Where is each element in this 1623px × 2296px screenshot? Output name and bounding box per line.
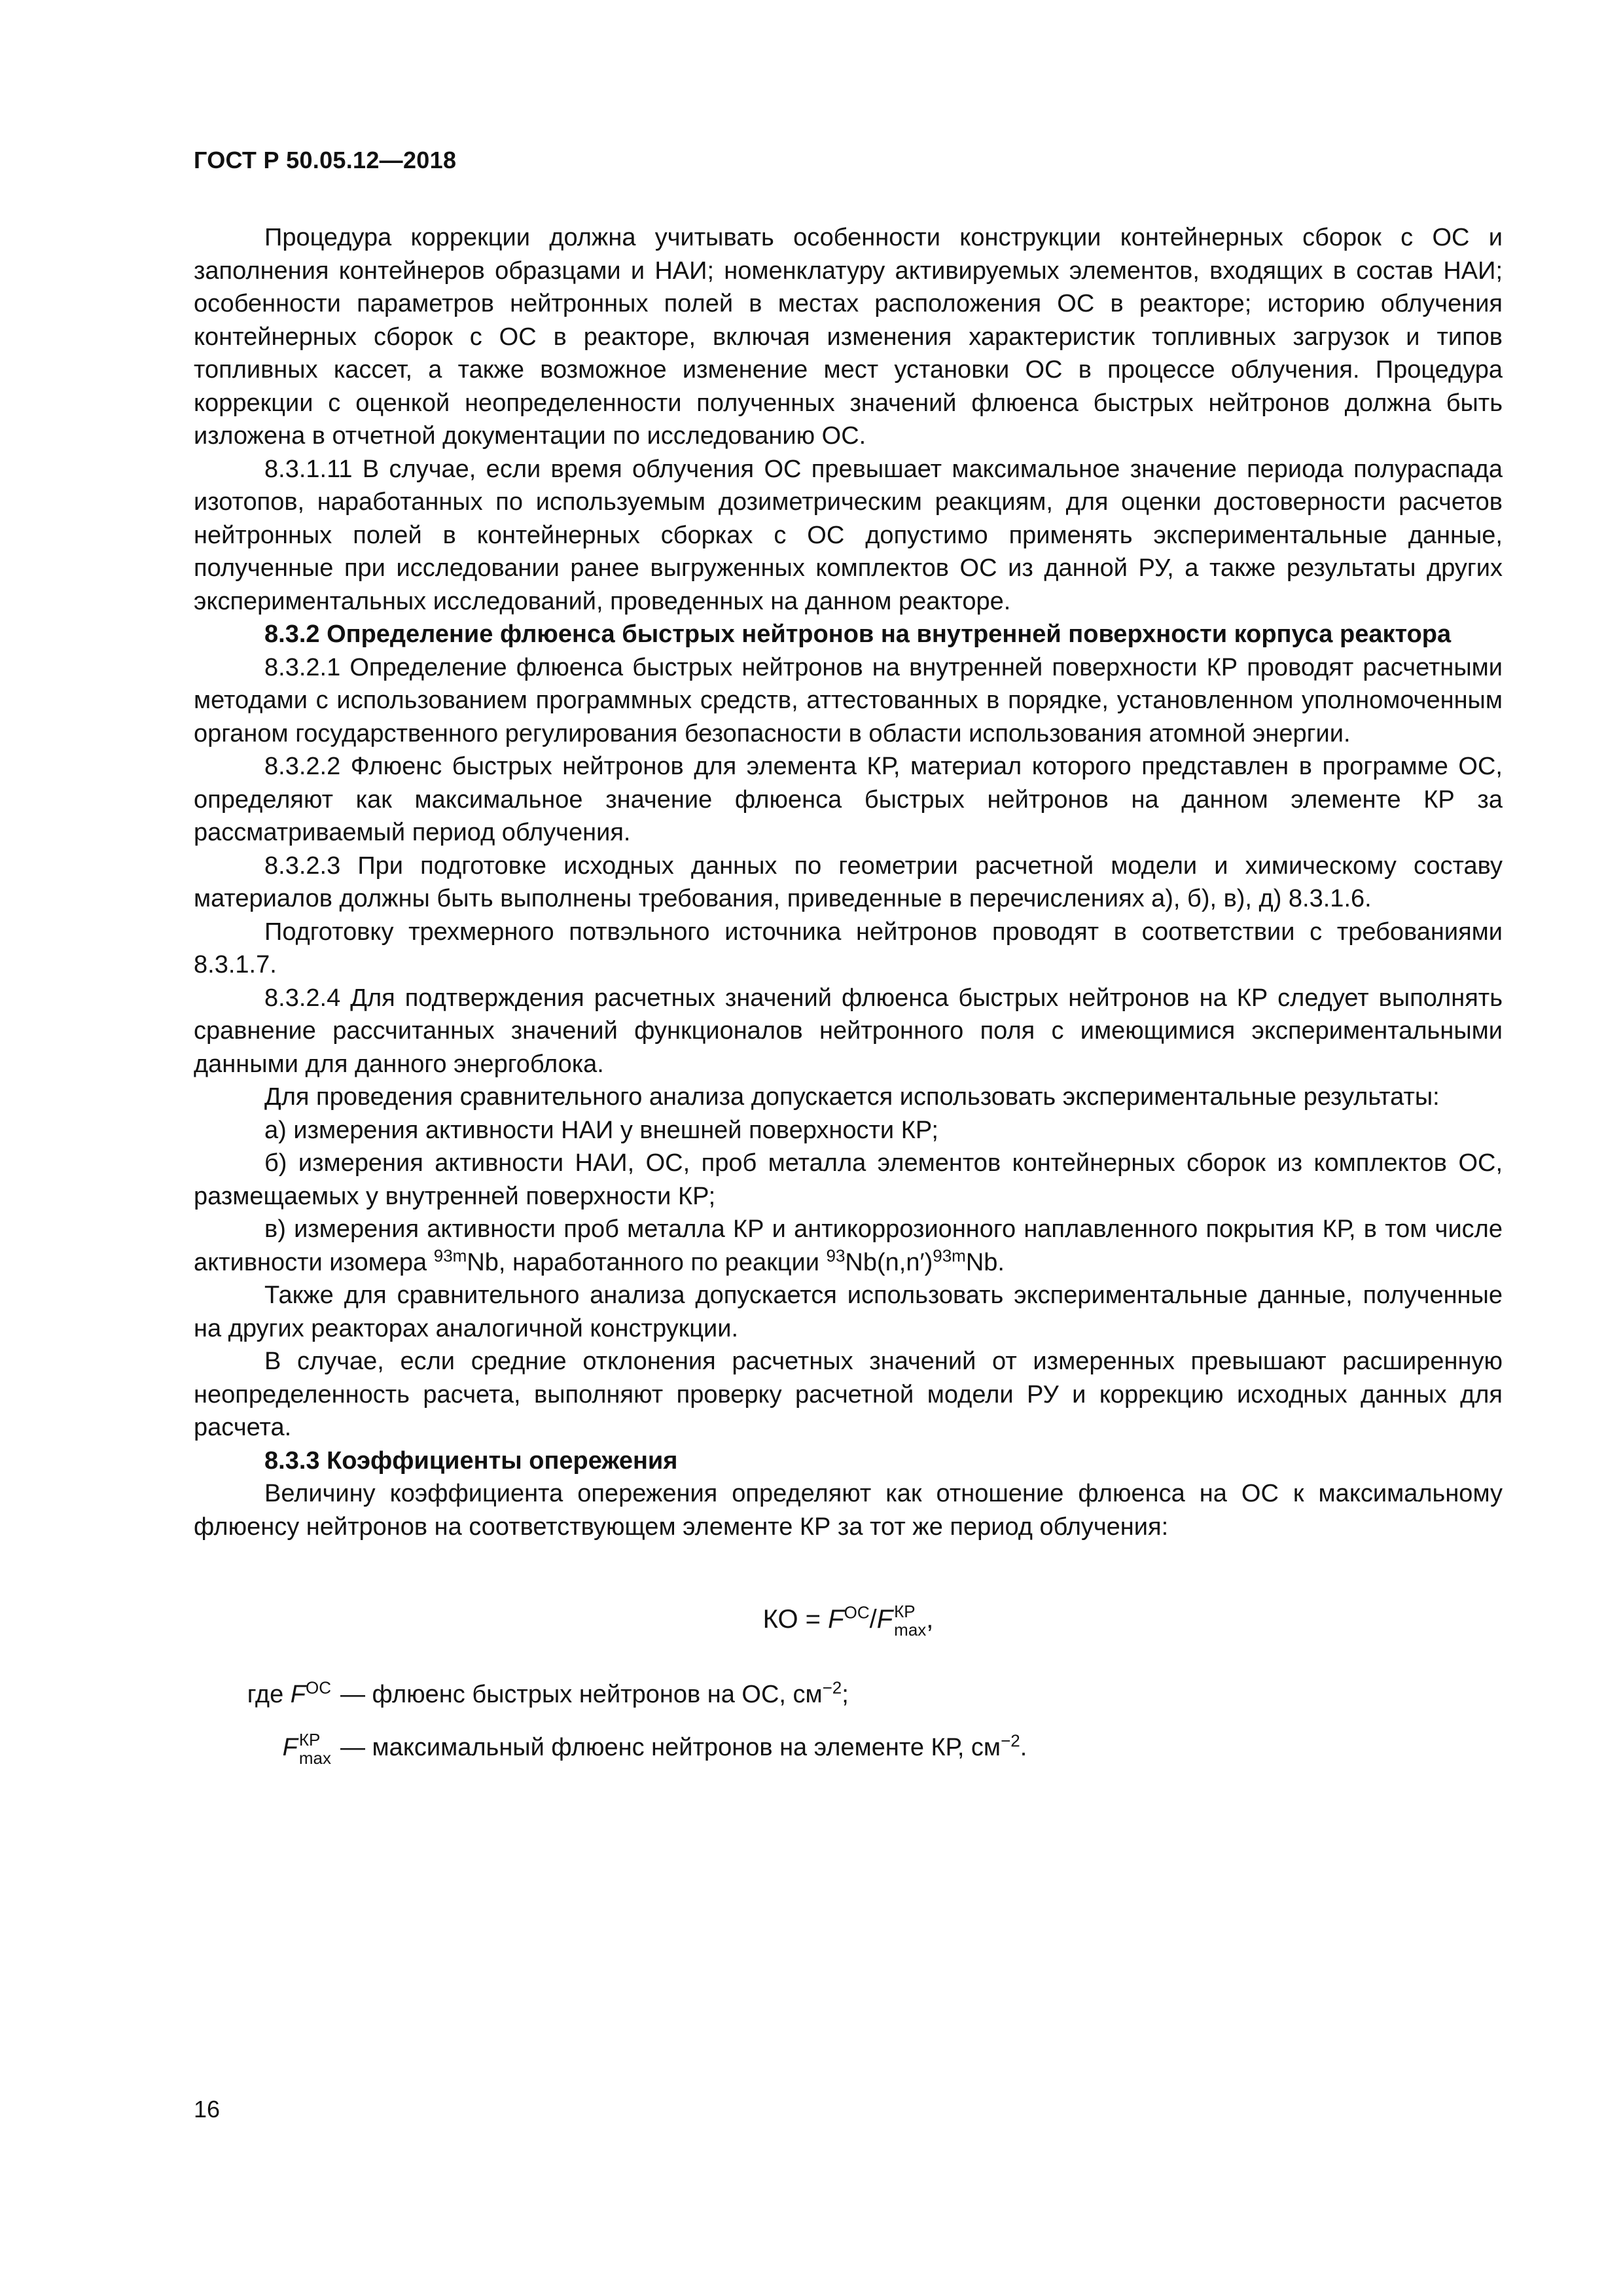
legend-row: [194, 1731, 1503, 1767]
paragraph: В случае, если средние отклонения расчетных значений от измеренных превышают расширенную неопределенность расчета, выполняют проверку расчетной модели РУ и коррекцию исходных данных для расчета.: [194, 1348, 1503, 1441]
formula-subscript: max: [298, 1748, 331, 1768]
formula: [194, 1600, 1503, 1639]
formula-symbol: F: [876, 1605, 893, 1634]
list-item: [194, 1213, 1503, 1279]
text-span: — максимальный флюенс нейтронов на элементе КР, см: [340, 1734, 1001, 1762]
formula-superscript: ОС: [844, 1602, 870, 1623]
formula-subscript: max: [894, 1620, 927, 1640]
paragraph: Величину коэффициента опережения определяют как отношение флюенса на ОС к максимальному флюенсу нейтронов на соответствующем элементе КР за тот же период облучения:: [194, 1480, 1503, 1541]
formula-supsub: [299, 1731, 331, 1767]
text-span: Nb(n,n′): [845, 1248, 933, 1276]
paragraph: 8.3.2.2 Флюенс быстрых нейтронов для элемента КР, материал которого представлен в программе ОС, определяют как максимальное значение флюенса быстрых нейтронов на данном элементе КР за рассматриваемый период облучения.: [194, 753, 1503, 846]
paragraph: Также для сравнительного анализа допускается использовать экспериментальные данные, полученные на других реакторах аналогичной конструкции.: [194, 1282, 1503, 1342]
paragraph: 8.3.2.4 Для подтверждения расчетных значений флюенса быстрых нейтронов на КР следует выполнять сравнение рассчитанных значений функционалов нейтронного поля с имеющимися экспериментальными данными для данного энергоблока.: [194, 984, 1503, 1078]
document-header: ГОСТ Р 50.05.12—2018: [194, 147, 457, 173]
paragraph: Для проведения сравнительного анализа допускается использовать экспериментальные результаты:: [264, 1083, 1440, 1111]
isotope-superscript: 93m: [933, 1245, 966, 1265]
section-heading: 8.3.3 Коэффициенты опережения: [264, 1446, 678, 1475]
legend-row: [194, 1678, 1503, 1711]
formula-superscript: КР: [298, 1730, 321, 1750]
text-span: .: [1020, 1734, 1027, 1762]
unit-exponent: −2: [822, 1677, 842, 1698]
page-number: 16: [194, 2096, 221, 2123]
isotope-superscript: 93: [826, 1245, 846, 1265]
formula-supsub: [894, 1602, 926, 1639]
text-span: ;: [842, 1681, 849, 1709]
formula-symbol: F: [282, 1734, 298, 1762]
list-item: а) измерения активности НАИ у внешней поверхности КР;: [264, 1116, 938, 1144]
formula-superscript: ОС: [306, 1677, 331, 1698]
formula-slash: /: [869, 1605, 877, 1634]
paragraph: 8.3.2.1 Определение флюенса быстрых нейтронов на внутренней поверхности КР проводят расчетными методами с использованием программных средств, аттестованных в порядке, установленном уполномоченным органом государственного регулирования безопасности в области использования атомной энергии.: [194, 653, 1503, 747]
isotope-superscript: 93m: [433, 1245, 467, 1265]
paragraph: 8.3.2.3 При подготовке исходных данных по геометрии расчетной модели и химическому составу материалов должны быть выполнены требования, приведенные в перечислениях а), б), в), д) 8.3.1.6.: [194, 852, 1503, 912]
formula-symbol: F: [290, 1681, 306, 1709]
legend-symbol: [194, 1678, 340, 1711]
section-heading: 8.3.2 Определение флюенса быстрых нейтронов на внутренней поверхности корпуса реактора: [264, 620, 1452, 648]
formula-symbol: F: [828, 1605, 844, 1634]
legend-description: [340, 1731, 1027, 1764]
text-span: — флюенс быстрых нейтронов на ОС, см: [340, 1681, 823, 1709]
legend-symbol: [194, 1731, 340, 1767]
formula-tail: ,: [926, 1605, 934, 1634]
list-item: б) измерения активности НАИ, ОС, проб металла элементов контейнерных сборок из комплектов ОС, размещаемых у внутренней поверхности КР;: [194, 1149, 1503, 1210]
formula-lhs: КО =: [762, 1605, 829, 1634]
text-span: Nb.: [965, 1248, 1005, 1276]
legend-where: где: [247, 1681, 291, 1709]
document-page: [194, 0, 1503, 2296]
document-body: [194, 221, 1503, 1787]
paragraph: Процедура коррекции должна учитывать особенности конструкции контейнерных сборок с ОС и заполнения контейнеров образцами и НАИ; номенклатуру активируемых элементов, входящих в состав НАИ; особенности параметров нейтронных полей в местах расположения ОС в реакторе; историю облучения контейнерных сборок с ОС в реакторе, включая изменения характеристик топливных загрузок и типов топливных кассет, а также возможное изменение мест установки ОС в процессе облучения. Процедура коррекции с оценкой неопределенности полученных значений флюенса быстрых нейтронов должна быть изложена в отчетной документации по исследованию ОС.: [194, 224, 1503, 450]
legend-description: [340, 1678, 849, 1711]
paragraph: 8.3.1.11 В случае, если время облучения ОС превышает максимальное значение периода полураспада изотопов, наработанных по используемым дозиметрическим реакциям, для оценки достоверности расчетов нейтронных полей в контейнерных сборках с ОС допустимо применять экспериментальные данные, полученные при исследовании ранее выгруженных комплектов ОС из данной РУ, а также результаты других экспериментальных исследований, проведенных на данном реакторе.: [194, 455, 1503, 615]
text-span: Nb, наработанного по реакции: [467, 1248, 827, 1276]
formula-superscript: КР: [894, 1602, 916, 1622]
unit-exponent: −2: [1001, 1731, 1020, 1751]
text-span: в) измерения активности проб металла КР и антикоррозионного наплавленного покрытия КР, в том числе активности изомера: [194, 1215, 1503, 1276]
paragraph: Подготовку трехмерного потвэльного источника нейтронов проводят в соответствии с требованиями 8.3.1.7.: [194, 918, 1503, 978]
